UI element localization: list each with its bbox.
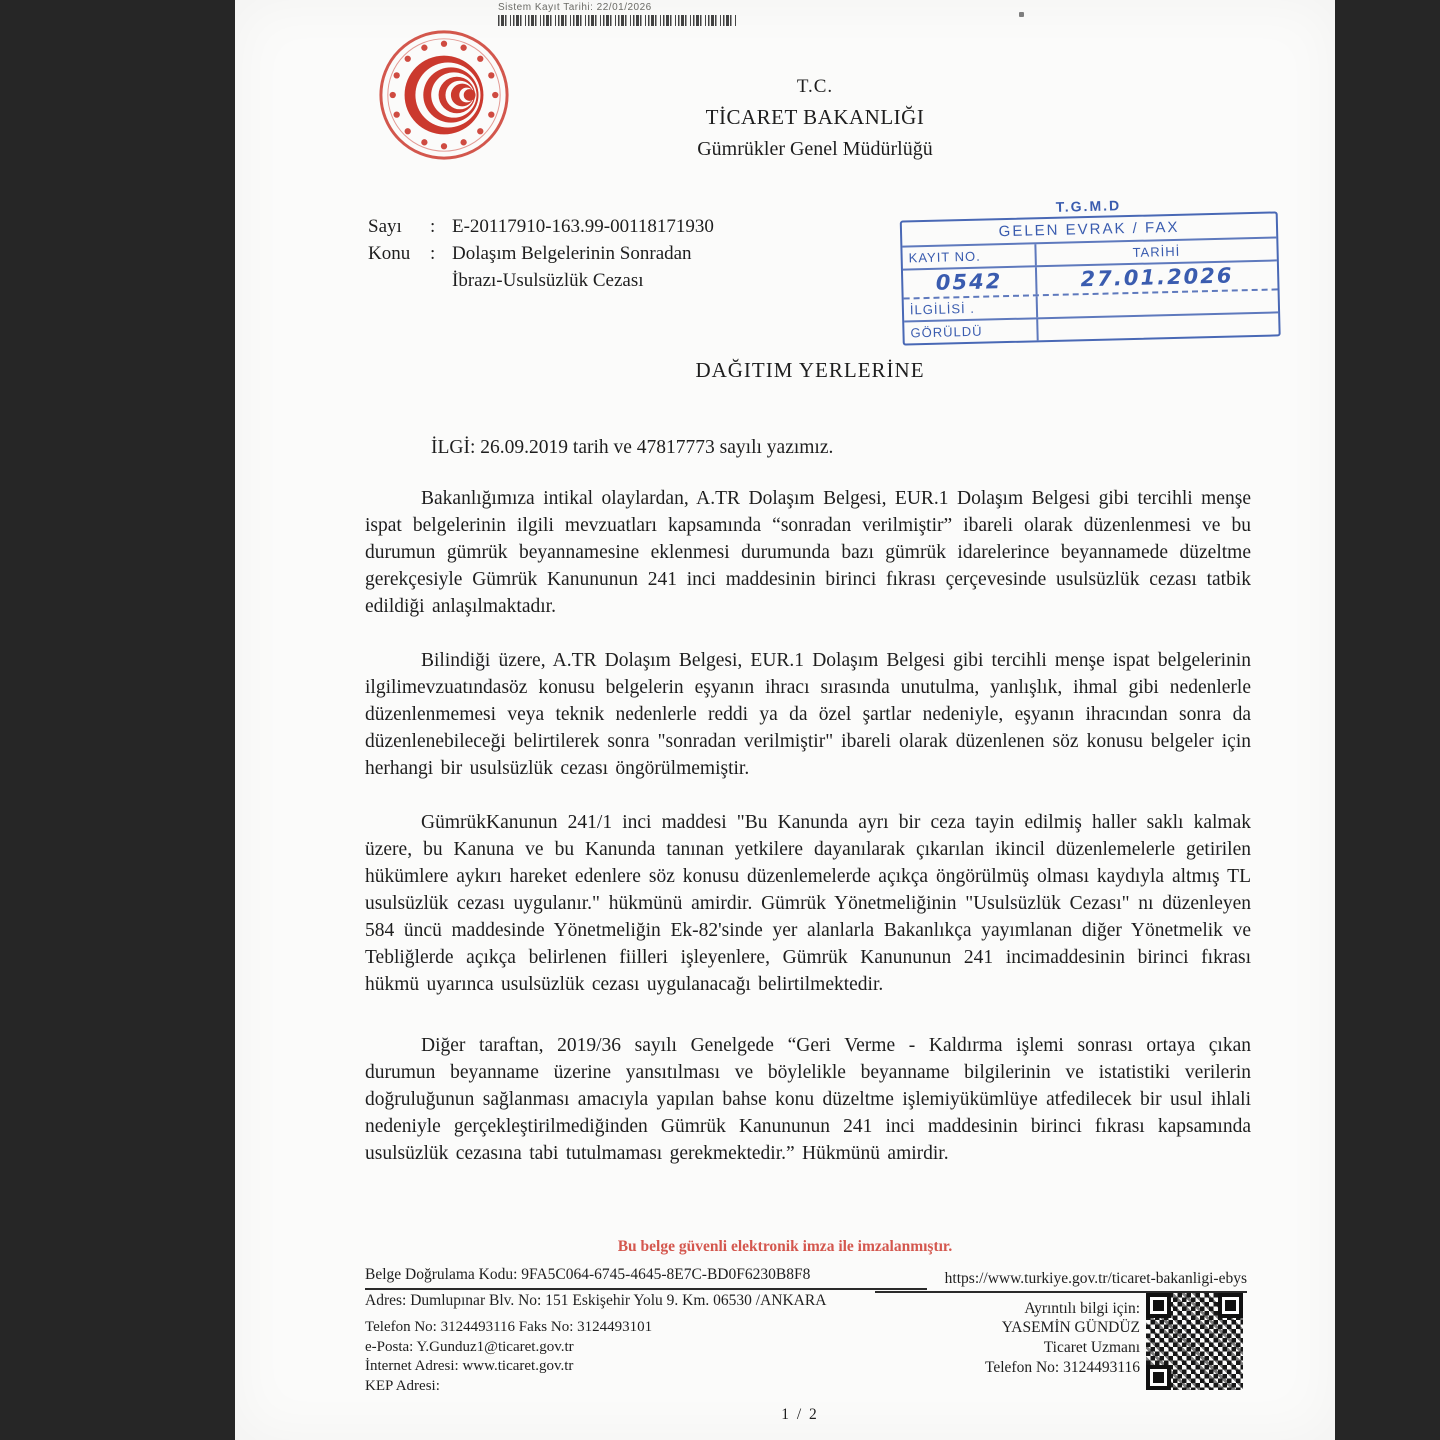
address-line: Adres: Dumlupınar Blv. No: 151 Eskişehir Yolu 9. Km. 06530 /ANKARA [365,1292,827,1309]
contact-title: Ticaret Uzmanı [1043,1339,1140,1356]
kep-line: KEP Adresi: [365,1377,440,1394]
colon: : [430,216,436,237]
info-label: Ayrıntılı bilgi için: [1024,1300,1140,1317]
stamp-kayit-value: 0542 [903,267,1037,297]
sayi-value: E-20117910-163.99-00118171930 [452,216,714,237]
stamp-goruldu-label: GÖRÜLDÜ [904,319,1038,343]
konu-value-line2: İbrazı-Usulsüzlük Cezası [452,269,644,291]
footer-contact-left [365,1318,652,1396]
page-number: 1 / 2 [781,1406,819,1423]
paragraph-4: Diğer taraftan, 2019/36 sayılı Genelgede “Geri Verme - Kaldırma işlemi sonrası ortaya çıkan durumun beyanname üzerine yansıtılması ve böylelikle beyanname bilgilerinin ve istatistiki verilerin doğruluğunun sağlanması amacıyla yapılan bahse konu düzeltme işlemiyükümlüye atfedilecek bir usul ihlali nedeniyle gerçekleştirilmediğinden Gümrük Kanununun 241 inci maddesinin birinci fıkrası kapsamında usulsüzlük cezasına tabi tutulmaması gerekmektedir.” Hükmünü amirdir. [365,1035,1251,1164]
footer-contact-right [775,1318,1140,1378]
stamp-org: T.G.M.D [1055,197,1122,215]
system-record-note: Sistem Kayıt Tarihi: 22/01/2026 [498,2,652,13]
document-page [235,0,1335,1440]
stamp-goruldu-value [1038,313,1279,340]
ministry-name: TİCARET BAKANLIĞI [705,105,925,130]
recipient-line: DAĞITIM YERLERİNE [695,358,925,382]
stamp-title: GELEN EVRAK / FAX [998,218,1180,241]
republic-abbreviation: T.C. [796,76,834,97]
web-line: İnternet Adresi: www.ticaret.gov.tr [365,1358,574,1374]
scan-artifact [1019,12,1024,17]
contact-name: YASEMİN GÜNDÜZ [1001,1319,1140,1336]
sayi-label: Sayı [368,216,402,237]
ebys-url: https://www.turkiye.gov.tr/ticaret-bakanligi-ebys [875,1270,1247,1293]
incoming-document-stamp [899,193,1280,345]
email-line: e-Posta: Y.Gunduz1@ticaret.gov.tr [365,1338,574,1355]
directorate-name: Gümrükler Genel Müdürlüğü [697,137,933,160]
paragraph-3: GümrükKanunun 241/1 inci maddesi "Bu Kanunda ayrı bir ceza tayin edilmiş haller saklı kalmak üzere, bu Kanuna ve bu Kanunda tanınan yetkilere dayanılarak çıkarılan ikincil düzenlemelerle getirilen hükümlere aykırı hareket edenlere söz konusu düzenlemelerde açıkça öngörülmüş olması kaydıyla altmış TL usulsüzlük cezası uygulanır." hükmünü amirdir. Gümrük Yönetmeliğinin "Usulsüzlük Cezası" nı düzenleyen 584 üncü maddesinde Yönetmeliğin Ek-82'sinde yer alanlarla Bakanlıkça yayımlanan diğer Yönetmelik ve Tebliğlerde açıkça belirlenen fiilleri işleyenlere, Gümrük Kanununun 241 incimaddesinin birinci fıkrası hükmü uyarınca usulsüzlük cezası uygulanacağı belirtilmektedir. [365,812,1251,995]
letter-body [365,485,1251,1194]
contact-phone: Telefon No: 3124493116 [984,1359,1140,1376]
ministry-of-trade-logo-icon [375,26,513,164]
stamp-ilgilisi-value [1037,290,1278,317]
colon: : [430,242,436,264]
stamp-kayit-label: KAYIT NO. [902,244,1036,268]
phone-fax-line: Telefon No: 3124493116 Faks No: 3124493101 [365,1319,653,1335]
konu-label: Konu [368,242,411,264]
barcode-icon [498,15,736,26]
verification-code: Belge Doğrulama Kodu: 9FA5C064-6745-4645-8E7C-BD0F6230B8F8 [365,1266,927,1290]
stamp-ilgilisi-label: İLGİLİSİ . [904,296,1038,320]
stamp-tarih-label: TARİHİ [1132,243,1181,260]
document-meta [368,214,788,295]
stamp-tarih-value: 27.01.2026 [1080,263,1234,292]
paragraph-2: Bilindiği üzere, A.TR Dolaşım Belgesi, EUR.1 Dolaşım Belgesi gibi tercihli menşe ispat belgelerinin ilgilimevzuatındasöz konusu belgelerin eşyanın ihracı sırasında unutulma, yanlışlık, ihmal gibi nedenlerle düzenlenmemesi veya teknik nedenlerle reddi ya da özel şartlar nedeniyle, eşyanın ihracından sonra da düzenlenebileceği belirtilerek sonra "sonradan verilmiştir" ibareli olarak düzenlenen söz konusu belgeler için herhangi bir usulsüzlük cezası öngörülmemiştir. [365,650,1251,779]
qr-code-icon [1146,1293,1243,1390]
paragraph-1: Bakanlığımıza intikal olaylardan, A.TR Dolaşım Belgesi, EUR.1 Dolaşım Belgesi gibi tercihli menşe ispat belgelerinin ilgili mevzuatları kapsamında “sonradan verilmiştir” ibareli olarak düzenlenmesi ve bu durumun gümrük beyannamesine eklenmesi durumunda bazı gümrük idarelerince beyannamede düzeltme gerekçesiyle Gümrük Kanununun 241 inci maddesinin birinci fıkrası çerçevesinde usulsüzlük cezası tatbik edildiği anlaşılmaktadır. [365,488,1251,617]
letterhead [535,72,1095,165]
konu-value-line1: Dolaşım Belgelerinin Sonradan [452,242,692,264]
electronic-signature-note: Bu belge güvenli elektronik imza ile imzalanmıştır. [617,1238,953,1255]
reference-line: İLGİ: 26.09.2019 tarih ve 47817773 sayılı yazımız. [431,437,834,458]
